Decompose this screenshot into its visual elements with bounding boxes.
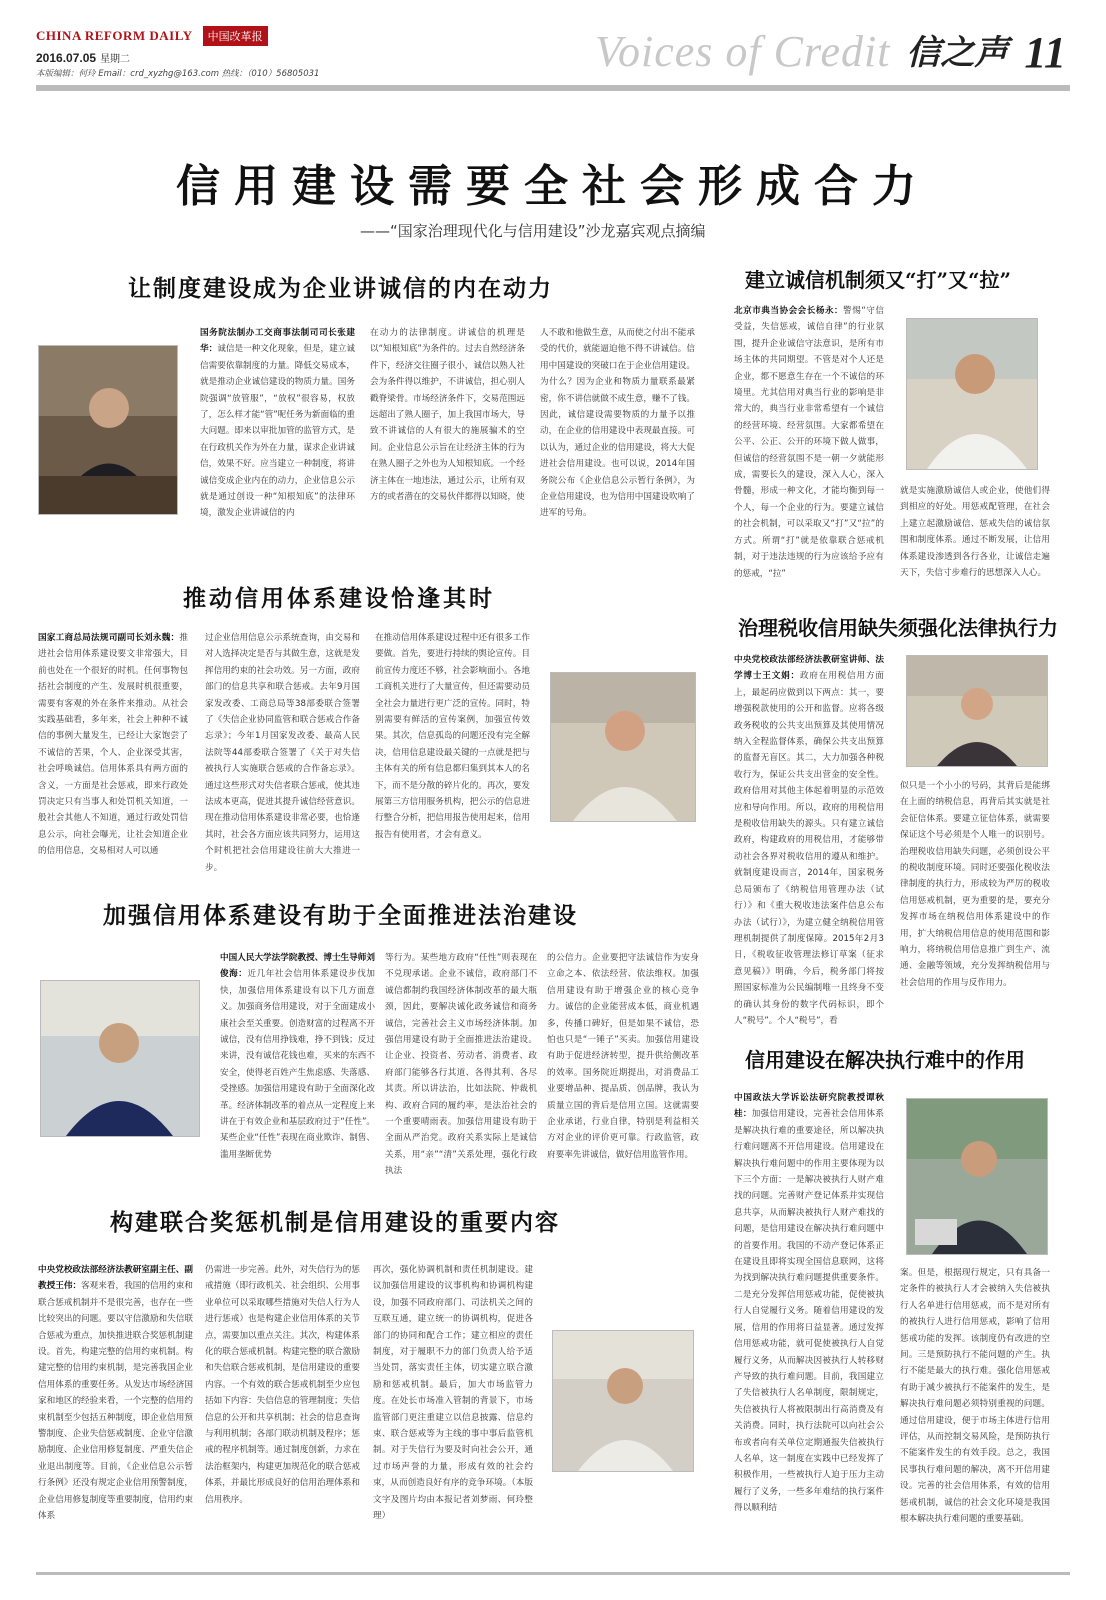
main-headline: 信用建设需要全社会形成合力	[176, 161, 930, 212]
article-3-col-1	[38, 630, 188, 892]
article-6-text-1: 加强信用建设，完善社会信用体系是解决执行难的重要途径，所以解决执行难问题离不开信用建设。信用建设在解决执行难问题中的作用主要体现为以下三个方面：一是解决被执行人财产难找的问题。完善财产登记体系并实现信息共享，从而解决被执行人财产难找的问题，是信用建设在解决执行难问题中的首要作用。我国的不动产登记体系正在建设且即将实现全国信息联网，这将为找到解决执行难问题提供重要条件。二是充分发挥信用惩戒功能，促使被执行人自觉履行义务。随着信用建设的发展，信用的作用将日益显著。通过发挥信用惩戒功能，就可促使被执行人自觉履行义务，从而解决因被执行人转移财产导致的执行难问题。目前，我国建立了失信被执行人名单制度，限制规定，失信被执行人将被限制出行高消费及有关消费。同时，执行法院可以向社会公布或者向有关单位定期通报失信被执行人名单，这一制度在实践中已经发挥了积极作用，一些被执行人迫于压力主动履行了义务，一些多年难结的执行案件得以顺利结	[734, 1109, 884, 1514]
article-7-title: 构建联合奖惩机制是信用建设的重要内容	[110, 1209, 560, 1236]
portrait-photo-icon	[41, 981, 199, 1136]
article-3-col-2: 过企业信用信息公示系统查询，由交易和对人选择决定是否与其做生意，这就是发挥信用约束的社会功效。另一方面，政府部门的信息共享和联合惩戒。去年9月国家发改委、工商总局等38部委联合签署了《失信企业协同监管和联合惩戒合作备忘录》；今年1月国家发改委、最高人民法院等44部委联合签署了《关于对失信被执行人实施联合惩戒的合作备忘录》。通过这些形式对失信者联合惩戒，使其违法成本更高，促进其提升诚信经营意识。现在推动信用体系建设非常必要，也恰逢其时，社会各方面应该共同努力，运用这个时机把社会信用建设往前大大推进一步。	[205, 633, 360, 873]
article-7-col-1	[38, 1262, 193, 1544]
article-6-title: 信用建设在解决执行难中的作用	[745, 1048, 1025, 1072]
article-4-col-2: 似只是一个小小的号码，其背后是能绑在上面的纳税信息，再背后其实就是社会征信体系。要建立征信体系，就需要保证这个号必须是个人唯一的识别号。治理税收信用缺失问题，必须创设公平的税收制度环境。同时还要强化税收法律制度的执行力，形成较为严厉的税收信用惩戒机制，更为重要的是，要充分发挥市场在纳税信用体系建设中的作用，扩大纳税信用信息的使用范围和影响力，将纳税信用信息推广到生产、流通、金融等领域，充分发挥纳税信用与社会信用的作用与反作用力。	[900, 781, 1050, 988]
portrait-photo-icon	[39, 346, 177, 514]
article-7-col-3: 再次，强化协调机制和责任机制建设。建议加强信用建设的议事机构和协调机构建设，加强不同政府部门、司法机关之间的互联互通，建立统一的协调机构，促进各部门的协同和配合工作；建立相应的责任制度，对于履职不力的部门负责人给予适当处罚，落实责任主体，切实建立联合激励和惩戒机制。最后，加大市场监管力度。在处长市场准入管制的背景下，市场监管部门更注重建立以信息披露、信息约束、联合惩戒等为主线的事中事后监管机制。对于失信行为要及时向社会公开，通过市场声誉的力量，形成有效的社会约束，从而创造良好有序的竞争环境。（本版文字及图片均由本报记者刘梦雨、何玲整理）	[373, 1265, 533, 1522]
article-4-title: 治理税收信用缺失须强化法律执行力	[738, 616, 1058, 640]
article-2-text-1: 警惕“守信受益，失信惩戒，诚信自律”的行业氛围，提升企业诚信守法意识，是所有市场主体的共同期望。不管是对个人还是企业，都不愿意生存在一个不诚信的环境里。尤其信用对典当行业的影响是非常大的，典当行业非常希望有一个诚信的经营环境、经营氛围。大家都希望在公平、公正、公开的环境下做人做事，但诚信的经营氛围不是一朝一夕就能形成，需要长久的建设，深入人心，深入骨髓，形成一种文化，才能均衡到每一个人，每一个企业的行为。要建立诚信的社会机制，可以采取又“打”又“拉”的方式。所谓“打”就是依靠联合惩戒机制，对于违法违规的行为应该给予应有的惩戒，“拉”	[734, 306, 884, 579]
issue-date	[36, 50, 416, 65]
brand-name-en: CHINA REFORM DAILY	[36, 28, 193, 43]
article-6-lead: 中国政法大学诉讼法研究院教授谭秋桂：	[734, 1093, 884, 1120]
article-7-text-1: 客观来看，我国的信用约束和联合惩戒机制并不是很完善，也存在一些比较突出的问题。要以守信激励和失信联合惩戒为重点，加快推进联合奖惩机制建设。首先，构建完整的信用约束机制。构建完整的信用约束机制，是完善我国企业信用体系的重要任务。从发达市场经济国家和地区的经验来看，一个完整的信用约束机制至少包括五种制度，即企业信用预警制度、企业失信惩戒制度、企业守信激励制度、企业信用修复制度、严重失信企业退出制度等。目前，《企业信息公示暂行条例》还没有规定企业信用预警制度，企业信用修复制度等重要制度，信用约束体系	[38, 1281, 193, 1522]
article-1-col-1	[200, 325, 355, 538]
article-2-photo	[906, 318, 1038, 470]
portrait-photo-icon	[551, 673, 695, 821]
portrait-photo-icon	[553, 1331, 693, 1471]
article-4-photo	[906, 655, 1048, 767]
article-1-text-1: 诚信是一种文化现象，但是，建立诚信需要依靠制度的力量。降低交易成本，就是推动企业诚信建设的物质力量。国务院强调“放管服”，“放权”很容易，权放了，怎么样才能“管”呢任务为新面临的重大问题。即来以审批加管的监管方式，是在行政机关作为外在力量，谋求企业讲诚信，效果不好。应当建立一种制度，将讲诚信变成企业内在的动力，企业信息公示就是通过创设一种“知根知底”的法律环境，激发企业讲诚信的内	[200, 344, 355, 519]
article-6-col-1	[734, 1090, 884, 1542]
article-7-photo	[552, 1330, 694, 1472]
brand-row	[36, 26, 416, 46]
article-5-text-1: 近几年社会信用体系建设步伐加快，加强信用体系建设有以下几方面意义。加强商务信用建设，对于全面建成小康社会至关重要。创造财富的过程离不开诚信，没有信用挣钱难，挣不到钱；反过来讲，没有诚信花钱也难，买来的东西不安全，使得老百姓产生焦虑感、失落感、受挫感。加强信用建设有助于全面深化改革。经济体制改革的着点从一定程度上来讲在于有效企业和基层政府过于“任性”。某些企业“任性”表现在商业欺诈、制售、滥用垄断优势	[220, 969, 375, 1160]
masthead-rule	[36, 85, 1070, 91]
footer-rule	[36, 1572, 1070, 1575]
article-4-col-1	[734, 652, 884, 1026]
article-3-title: 推动信用体系建设恰逢其时	[183, 585, 495, 612]
article-2-title: 建立诚信机制须又“打”又“拉”	[745, 268, 1012, 292]
article-6-photo	[906, 1098, 1048, 1255]
weekday: 星期二	[100, 54, 131, 65]
article-1-col-2: 在动力的法律制度。讲诚信的机理是以“知根知底”为条件的。过去自然经济条件下，经济交往圈子很小，诚信以熟人社会为条件得以维护，不讲诚信，担心别人戳脊梁骨。市场经济条件下，交易范围远远超出了熟人圈子，加上我国市场大，导致不讲诚信的人有很大的施展骗术的空间。企业信息公示旨在让经济主体的行为在熟人圈子之外也为人知根知底。一个经济主体在一地违法，通过公示，让所有双方的或者潜在的交易伙伴都得以知晓，使	[370, 328, 525, 503]
article-5-col-2: 等行为。某些地方政府“任性”则表现在不兑现承诺。企业不诚信，政府部门不诚信都制约我国经济体制改革的最大瓶颈，因此，要解决诚化政务诚信和商务诚信，完善社会主义市场经济体制。加强信用建设有助于全面推进法治建设。让企业、投资者、劳动者、消费者、政府部门能够各行其道、各得其利、各尽其责。所以讲法治，比如法院、仲裁机构、政府合同的履约率，是法治社会的一个重要晴雨表。加强信用建设有助于全面从严治党。政府关系实际上是诚信关系，用“亲”“清”关系处理，强化行政执法	[385, 953, 537, 1177]
article-6-col-2: 案。但是，根据现行规定，只有具备一定条件的被执行人才会被纳入失信被执行人名单进行信用惩戒，而不是对所有的被执行人进行信用惩戒，影响了信用惩戒功能的发挥。该制度仍有改进的空间。三是预防执行不能问题的产生。执行不能是最大的执行难。强化信用惩戒有助于减少被执行不能案件的发生，是解决执行难问题必须特别重视的问题。通过信用建设，便于市场主体进行信用评估，从而控制交易风险，是预防执行不能案件发生的有效手段。总之，我国民事执行难问题的解决，离不开信用建设。完善的社会信用体系，有效的信用惩戒机制，诚信的社会文化环境是我国根本解决执行难问题的重要基础。	[900, 1268, 1050, 1525]
article-2-lead: 北京市典当协会会长杨永：	[734, 306, 844, 316]
article-5-title: 加强信用体系建设有助于全面推进法治建设	[103, 902, 578, 929]
article-3-text-1: 推进社会信用体系建设要文非常强大，目前也处在一个很好的时机。任何事物包括社会制度的产生、发展时机很重要，需要有客观的外在条件来推动。从社会实践基础看，多年来，社会上种种不诚信的事例大量发生，已经让大家饱尝了不诚信的苦果，个人、企业深受其害，社会呼唤诚信。信用体系具有两方面的含义，一方面是社会惩戒，即来行政处罚决定只有当事人和处罚机关知道，一般社会其他人不知道，通过行政处罚信息公示，向社会曝光，让社会知道企业的信用信息，交易相对人可以通	[38, 633, 188, 857]
portrait-photo-icon	[907, 1099, 1047, 1254]
article-1-col-3: 人不敢和他做生意，从而使之付出不能承受的代价，就能逼迫他不得不讲诚信。信用中国建设的突破口在于企业信用建设。为什么？因为企业和物质力量联系最紧密，你不讲信就做不成生意，赚不了钱。因此，诚信建设需要物质的力量予以推动，在企业的信用建设中表现最直接。可以认为，通过企业的信用建设，将大大促进社会信用建设。也可以说，2014年国务院公布《企业信息公示暂行条例》，为企业信用建设，也为信用中国建设吹响了进军的号角。	[540, 328, 695, 519]
article-5-col-3: 的公信力。企业要把守法诚信作为安身立命之本、依法经营、依法维权。加强信用建设有助于增强企业的核心竞争力。诚信的企业能营成本低，商业机遇多，传播口碑好，但是如果不诚信，恐怕也只是“一锤子”买卖。加强信用建设有助于促进经济转型，提升供给侧改革的效率。国务院近期提出，对消费品工业要增品种、提品质、创品牌，我认为质量立国的背后是信用立国。这就需要企业承诺，行业自律，特别是利益相关方对企业的评价更可靠。行政监管，政府要率先讲诚信，做好信用监管作用。	[547, 953, 699, 1160]
article-1-lead: 国务院法制办工交商事法制司司长张建华：	[200, 328, 355, 355]
section-title-en: Voices of Credit	[594, 27, 891, 76]
sub-headline: ——“国家治理现代化与信用建设”沙龙嘉宾观点摘编	[360, 222, 706, 240]
portrait-photo-icon	[907, 656, 1047, 766]
section-title-cn: 信之声	[906, 33, 1009, 73]
masthead-left	[36, 26, 416, 79]
article-1-photo	[38, 345, 178, 515]
article-4-text-1: 政府在用税信用方面上，最起码应做到以下两点：其一，要增强税款使用的公开和监督。应将各级政务税收的公共支出预算及其使用情况纳入全程监督体系，确保公共支出预算的监督无盲区。其二，大力加强各种税收行为，保证公共支出营金的安全性。政府信用对其他主体起着明显的示范效应和导向作用。所以，政府的用税信用是税收信用缺失的源头。只有建立诚信政府，构建政府的用税信用，才能够带动社会各界对税收信用的遵从和维护。就制度建设而言，2014年，国家税务总局颁布了《纳税信用管理办法（试行）》和《重大税收违法案件信息公布办法（试行）》，为建立健全纳税信用管理机制提供了制度保障。2015年2月3日，《税收征收管理法修订草案（征求意见稿）》明确，今后，税务部门将按照国家标准为公民编制唯一且终身不变的确认其身份的数字代码标识，即个人“税号”。个人“税号”，看	[734, 671, 884, 1026]
article-3-col-3: 在推动信用体系建设过程中还有很多工作要做。首先，要进行持续的舆论宣传。目前宣传力度还不够，社会影响面小。各地工商机关进行了大量宣传，但还需要动员全社会力量进行更广泛的宣传。同时，特别需要有鲜活的宣传案例，加强宣传效果。其次，信息孤岛的问题还没有完全解决，信用信息建设最关键的一点就是把与主体有关的所有信息都归集到其本人的名下，而不是分散的碎片化的。再次，要发展第三方信用服务机构，把公示的信息进行整合分析，把信用报告使用起来，信用报告有使用者，才会有意义。	[375, 633, 530, 840]
masthead-right	[595, 28, 1066, 76]
article-1-title: 让制度建设成为企业讲诚信的内在动力	[128, 275, 553, 302]
article-5-photo	[40, 980, 200, 1137]
article-3-lead: 国家工商总局法规司副司长刘永魏：	[38, 633, 180, 643]
article-5-col-1	[220, 950, 375, 1168]
date-value: 2016.07.05	[36, 51, 97, 65]
article-7-lead: 中央党校政法部经济法教研室副主任、副教授王伟：	[38, 1265, 193, 1292]
article-5-lead: 中国人民大学法学院教授、博士生导师刘俊海：	[220, 953, 375, 980]
article-3-photo	[550, 672, 696, 822]
portrait-photo-icon	[907, 319, 1037, 469]
brand-logo-cn: 中国改革报	[203, 26, 268, 46]
editor-line: 本版编辑：何玲 Email：crd_xyzhg@163.com 热线：（010）56805031	[36, 69, 320, 79]
article-4-lead: 中央党校政法部经济法教研室讲师、法学博士王文娟：	[734, 655, 884, 682]
article-2-col-1	[734, 303, 884, 585]
article-7-col-2: 仍需进一步完善。此外，对失信行为的惩戒措施（即行政机关、社会组织、公用事业单位可以采取哪些措施对失信人行为人进行惩戒）也是构建企业信用体系的关节点，需要加以重点关注。其次，构建体系化的联合惩戒机制。构建完整的联合激励和失信联合惩戒机制，是信用建设的重要内容。一个有效的联合惩戒机制至少应包括如下内容：失信信息的管理制度；失信信息的公开和共享机制；社会的信息查询与利用机制；各部门联动机制及程序；惩戒的程序机制等。通过制度创新，力求在法治框架内，构建更加规范化的联合惩戒体系，并最比形成良好的信用治理体系和信用秩序。	[205, 1265, 360, 1505]
page-number: 11	[1024, 28, 1066, 77]
article-2-col-2: 就是实施激励诚信人或企业，使他们得到相应的好处。用惩戒配管理，在社会上建立起激励诚信、惩戒失信的诚信氛围和制度体系。通过不断发展，让信用体系建设渗透到各行各业，让诚信走遍天下，失信寸步难行的思想深入人心。	[900, 486, 1050, 579]
